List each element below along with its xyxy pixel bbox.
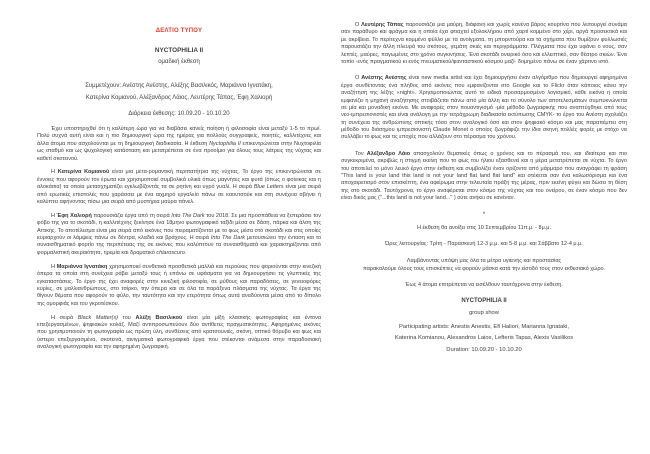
text-segment: Η σειρά — [51, 314, 78, 321]
text-segment: Black Matter(s) — [77, 314, 118, 321]
text-segment: του — [117, 314, 136, 321]
paragraph — [341, 22, 627, 66]
opening-hours: Ώρες λειτουργίας: Τρίτη - Παρασκευή 12-3 μ.μ. και 5-8 μ.μ. και Σάββατο 12-4 μ.μ. — [385, 240, 583, 247]
press-release-label: ΔΕΛΤΙΟ ΤΥΠΟΥ — [155, 28, 203, 34]
left-column-paragraphs — [37, 126, 321, 352]
text-segment: μετουσιώνει την ένταση και το συναισθηματικό φορτίο της περιπέτειας της σε εικόνες που καλύπτουν τα συναισθήματά και χαρακτηρίζονται από φορμαλιστική ακεραιότητα, ηρεμία και δραματικό — [37, 235, 321, 256]
text-segment: Η — [51, 212, 57, 219]
exhibition-duration: Διάρκεια έκθεσης: 10.09.20 - 10.10.20 — [128, 111, 230, 117]
text-segment: Κατερίνα Κομιανού — [57, 169, 110, 176]
text-segment: Into The Dark — [210, 235, 246, 242]
participants-list — [37, 80, 321, 104]
text-segment: είναι new media artist και έχει δημιουργήσει έναν αλγόριθμο που δημιουργεί αφηρημένα έργα συνθέτοντας ένα πλήθος από εικόνες που εμφανίζονται στο Google και το Flickr όταν κάποιος κάνει την αναζήτηση της λέξης «night». Χρησιμοποιώντας αυτό το ειδικά προσαρμοσμένο λογισμικό, κάθε εικόνα η οποία εμφανίζει η μηχανή αναζήτησης στοιβάζεται πάνω από μία άλλη και το σύνολο των αποτελεσμάτων συμπυκνώνεται σε μία και μοναδική εικόνα. Με αναφορές στον πουαντιγισμό -μία μέθοδο ζωγραφικής που αναπτύχθηκε από τους νεο-ιμπρεσιονιστές και είναι ανάλογη με την τετράχρωμη διαδικασία εκτύπωσης CMYK- το έργο του Ανέστη σχολιάζει τη συνέχεια της ανθρώπινης οπτικής τόσο στον αναλογικό όσο και στον ψηφιακό κόσμο και μας παραπέμπει στη μέθοδο του διάσημου ιμπρεσιονιστή Claude Monet ο οποίος ζωγράφιζε την ίδια σκηνή πολλές φορές με στόχο να συλλάβει το φως και τις εποχές που αλλάζουν στο πέρασμα του χρόνου. — [341, 75, 627, 141]
text-segment: του 2018. Σε μια προσπάθεια να ξεπεράσει τον φόβο της για το σκοτάδι, η καλλιτέχνης ξεκίνησε ένα 18μηνο φωτογραφικό ταξίδι μέσα σε δάση, πάρκα και άλση της Αττικής. Το αποτέλεσμα είναι μια σειρά από εικόνες που πειραματίζονται με το φως μέσα στο σκοτάδι και στις οποίες κυριαρχούν οι λάμψεις πάνω σε δέντρα, κλαδιά και βράχους. Η σειρά — [37, 212, 321, 242]
text-segment: Ανέστης Ανέστης — [361, 75, 407, 82]
paragraph — [37, 169, 321, 206]
text-segment: παρουσιάζει έργα από τη σειρά — [91, 212, 172, 219]
paragraph — [37, 264, 321, 308]
exhibition-title: NYCTOPHILIA II — [154, 47, 204, 54]
text-segment: Into The Dark — [171, 212, 205, 219]
participants-line-1: Συμμετέχουν: Ανέστης Ανέστης, Αλέξης Βασιλικός, Μαριάννα Ιγνατάκη, — [85, 83, 273, 89]
exhibition-subtitle: ομαδική έκθεση — [158, 59, 200, 65]
text-segment: Αλέξη Βασιλικού — [135, 314, 183, 321]
text-segment: chiaroscuro — [156, 249, 185, 256]
paragraph — [37, 315, 321, 352]
text-segment: είναι μία μίξη κλασικής φωτογραφίας και έντονα επεξεργασμένων, ψηφιακών κολάζ. Μαζί αντιπροσωπεύουν δύο αντίθετες πραγματικότητες. Αφηρημένες εικόνες που χρησιμοποιούν τη φωτογραφία ως πρώτη ύλη, συνθέσεις από κρατσουνιές, σκόνη, οπτικό θόρυβο και φως και ύστερο επεξεργασμένα, σκοτεινά, αινιγματικά φωτογραφικά έργα που στέκονται ανάμεσα στην παραδοσιακή αναλογική φωτογραφία και την αφηρημένη ζωγραφική. — [37, 314, 322, 351]
text-segment: Αλέξανδρο Λάιο — [366, 150, 411, 157]
text-segment: Blue Letters — [253, 184, 284, 191]
text-segment: Λευτέρης Τάπας — [361, 22, 404, 28]
text-segment: απασχολούν θεματικές όπως ο χρόνος και το πέρασμά του, και ιδιαίτερα και πιο συγκεκριμένα, ακριβώς η στιγμή εκείνη που το φως του ήλιου εξασθενεί και η μέρα μετατρέπεται σε νύχτα. Το έργο του αποτελεί το μόνο λευκό έργο στην έκθεση και συμβολίζει έναν ορίζοντα από μάρμαρο που αναγράφει τη φράση "This land is your land this land is not your land flat land flat land" και στέκεται σαν ένα καλωσόρισμα και ένα αποχαιρετισμό στον επισκέπτη, ένα αφιέρωμα στην τελευταία πράξη της μέρας, πριν εκείνη φύγει και δώσει τη θέση της στο σκοτάδι. Ταυτόχρονα, το έργο αναφέρεται στον κόσμο της νύχτας και του ονείρου, σε έναν κόσμο που δεν είναι δικός μας ("...this land is not your land..." ) ούτε ανήκει σε κανέναν. — [341, 150, 627, 202]
text-segment: Η — [51, 263, 57, 270]
participants-line-2: Κατερίνα Κομιανού, Αλέξανδρος Λάιος, Λευτέρης Τάπας, Έφη Χαλιορή — [85, 95, 273, 101]
opening-info: Η έκθεση θα ανοίξει στις 10 Σεπτεμβρίου 11π.μ. - 8μ.μ. — [416, 224, 551, 231]
text-segment: είναι μια μετα-ρομαντική περιπατήτρια της νύχτας. Το έργο της επικεντρώνεται σε έννοιες που αφορούν τον έρωτα και χρησιμοποιεί συμβολικά υλικά όπως μαγνήτες και φυτά (όπως ο φοίνικας και η αλοκάσια) τα οποία μετασχηματίζει εγκλωβίζοντάς τα σε ρητίνη και υγρό γυαλί. Η σειρά — [37, 169, 321, 191]
text-segment: Ο — [355, 22, 362, 28]
text-segment: Η — [51, 169, 58, 176]
safety-line-2: παρακαλούμε όλους τους επισκέπτες να φορούν μάσκα κατά την είσοδό τους στον εκθεσιακό χώρο. — [362, 265, 606, 272]
text-segment: είναι μια σειρά από ερωτικές επιστολές που χαράσσει με ένα αιχμηρό εργαλείο πάνω σε καουτσούκ και στη συνέχεια σβήνει ή καλύπτει αφήνοντας πίσω μια σειρά από μυστήρια μαύρα πάνελ. — [37, 184, 321, 206]
footer-duration: Duration: 10.09.20 - 10.10.20 — [446, 346, 522, 353]
capacity-notice: Έως 4 άτομα επιτρέπεται να εισέλθουν ταυτόχρονα στην έκθεση. — [405, 282, 563, 289]
text-segment: . — [184, 249, 187, 256]
safety-notice — [341, 257, 627, 274]
paragraph — [37, 126, 321, 163]
right-column — [341, 22, 627, 353]
left-column — [37, 24, 321, 358]
text-segment: Έφη Χαλιορή — [56, 212, 92, 219]
paragraph — [341, 75, 627, 142]
text-segment: Ο — [355, 75, 362, 82]
safety-line-1: Λαμβάνοντας υπόψη μας όλα τα μέτρα υγιεινής και προστασίας — [406, 257, 562, 264]
text-segment: Nyctophilia II — [209, 140, 241, 147]
footer-artists-line-2: Katerina Komianou, Alexandros Laios, Lefteris Tapas, Alexis Vasilikos — [394, 334, 574, 341]
section-separator: * — [482, 211, 486, 218]
right-column-paragraphs — [341, 22, 627, 203]
paragraph — [341, 151, 627, 203]
text-segment: Έχει υποστηριχθεί ότι η καλύτερη ώρα για να διαβάσει κανείς ποίηση ή φιλοσοφία είναι μεταξύ 1-5 το πρωί. Πολύ συχνά αυτή είναι και η πιο δημιουργική ώρα της ημέρας για πολλούς συγγραφείς, ποιητές, καλλιτέχνες και άλλα άτομα που ασχολούνται με τη δημιουργική διαδικασία. Η έκθεση — [37, 126, 321, 147]
text-segment: Μαριάννα Ιγνατάκη — [56, 263, 108, 270]
footer-subtitle: group show — [469, 310, 499, 317]
text-segment: παρουσιάζει μια μαύρη, διάφανη και χωρίς κανένα βάρος κουρτίνα που λειτουργεί συνάμα σαν παράθυρο και φράγμα και η οποία έχει φτιαχτεί εξολοκλήρου από χαρτί κομμένο στο χέρι, αργά προσεκτικά και με ακρίβεια. Το περίτεχνα κομμένο φύλλο με τα ανοίγματα, τη μπορντούρα και τα σχήματα που θυμίζουν φυλλωσιές παρουσιάζει την άλλη πλευρά του σκότους, γεμάτη σκιές και περιγράμματα. Πλέγματα που έχει υφάνει ο νους, σαν λεπτές, μαύρες, παγωμένες στο χρόνο συγκινήσεις. Ένα σκοτάδι ονειρικό όσο και ελλειπτικό, σαν θέατρο σκιών. Ένα τοπίο -ενός πραγματικού κι ενός πνευματικού/φανταστικού κόσμου μαζί- δομημένο πάνω σε έναν χάρτινο ιστό. — [341, 22, 627, 65]
text-segment: επικεντρώνεται στην Νυχτοφιλία ως σταθμό και ως ψυχολογική κατάσταση και μετατρέπεται σε ένα προοίμιο για όλους τους λάτρεις της νύχτας και καθετί σκοτεινού. — [37, 140, 321, 162]
text-segment: χρησιμοποιεί συνθετικά προσθετικά μαλλιά και περούκες που φοριούνται στην κινεζική όπερα τα οποία στη συνέχεια ράβει μεταξύ τους ή επάνω σε υφάσματα για να δημιουργήσει τις γλυπτικές της εγκαταστάσεις. Το έργο της έχει αναφορές στην κινεζική φιλοσοφία, σε μύθους και παραδόσεις, σε γενειοφόρες κυρίες, σε μαλλιανθρώπους, στο τσίρκο, την όπερα και σε όλα τα παράξενα πλάσματα της νύχτας. Τα έργα της θίγουν θέματα που αφορούν το φύλο, την ταυτότητα και την ετερότητα όπως αυτά αναδύονται μέσα από το δίπολο της ομορφιάς και του γκροτέσκου. — [37, 263, 322, 307]
footer-artists-line-1: Participating artists: Anestis Anestis, Efi Haliori, Marianna Ignataki, — [398, 324, 570, 331]
footer-title: NYCTOPHILIA II — [461, 298, 507, 305]
text-segment: Τον — [355, 150, 367, 157]
paragraph — [37, 213, 321, 257]
